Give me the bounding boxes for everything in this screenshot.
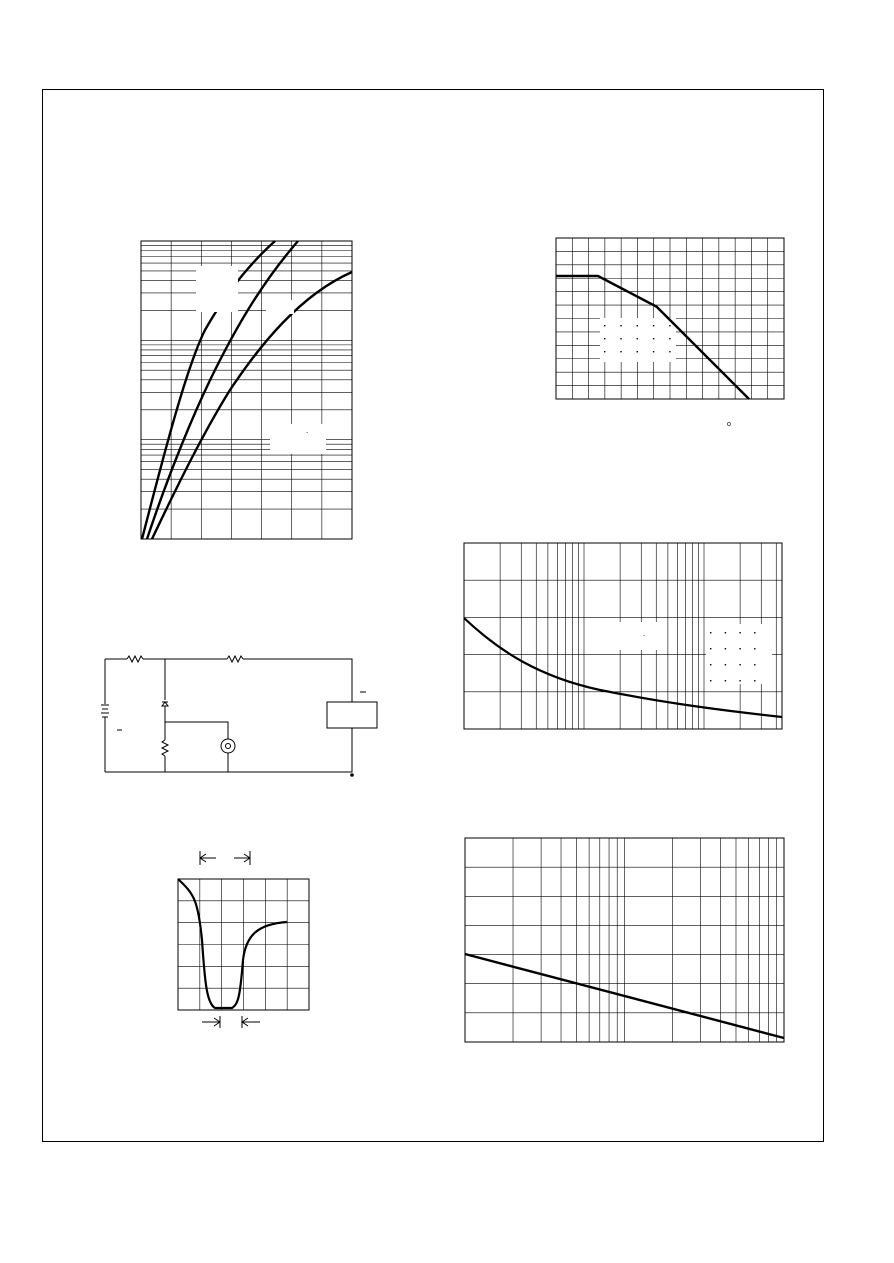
fig5-top-right-arrow — [234, 851, 250, 865]
fig2-dot — [637, 325, 638, 326]
fig4-dot — [754, 632, 755, 633]
fig4-dot — [739, 648, 740, 649]
fig2-degree-mark: o — [727, 421, 731, 428]
fig5-waveform-curve — [178, 879, 287, 1008]
fig4-label-patch — [615, 622, 665, 650]
fig4-dot — [710, 664, 711, 665]
fig4-dot — [725, 680, 726, 681]
fig4-dot — [754, 680, 755, 681]
fig3-load-box — [327, 702, 377, 728]
fig3-wire — [165, 722, 228, 739]
fig4-dot — [710, 648, 711, 649]
fig2-dot — [653, 351, 654, 352]
fig3-battery — [101, 705, 109, 717]
fig3-wire — [243, 659, 352, 702]
fig2-dot — [604, 325, 605, 326]
fig2-dot — [669, 325, 670, 326]
fig2-dot — [669, 338, 670, 339]
fig2-dot — [637, 338, 638, 339]
fig6-grid — [465, 838, 784, 1042]
fig4-dot — [710, 680, 711, 681]
fig2-label-patch — [600, 318, 676, 362]
fig6-log-chart — [465, 838, 784, 1042]
fig3-resistor-r2 — [227, 656, 243, 662]
fig4-dot — [739, 680, 740, 681]
fig1-label-patch — [196, 266, 238, 312]
fig1-legend-patch — [270, 424, 326, 454]
fig4-dot — [710, 632, 711, 633]
fig2-dot — [669, 351, 670, 352]
fig3-scope-symbol — [221, 739, 235, 753]
fig2-dot — [620, 351, 621, 352]
fig5-grid — [178, 879, 309, 1010]
fig5-bottom-right-arrow — [242, 1016, 260, 1028]
fig1-forward-current-chart — [141, 241, 352, 539]
fig5-pulse-waveform — [178, 851, 309, 1028]
fig4-dot — [739, 664, 740, 665]
fig2-dot — [620, 325, 621, 326]
fig4-dot-mark: . — [643, 629, 646, 638]
fig4-capacitance-chart — [464, 543, 782, 729]
fig4-dot — [739, 632, 740, 633]
fig2-dot — [620, 338, 621, 339]
fig4-dot — [725, 632, 726, 633]
fig3-scope-inner — [226, 744, 231, 749]
fig1-curves — [142, 241, 352, 539]
fig3-resistor-r1 — [127, 656, 143, 662]
fig2-dot — [653, 338, 654, 339]
fig3-terminal — [351, 774, 354, 777]
fig2-derating-chart — [556, 238, 784, 428]
fig4-dot — [754, 664, 755, 665]
fig3-diode — [162, 702, 168, 706]
fig1-dot-mark: . — [306, 426, 309, 435]
fig2-dot — [653, 325, 654, 326]
fig3-test-circuit — [101, 656, 377, 776]
fig3-resistor-r3 — [162, 740, 168, 756]
fig5-bottom-left-arrow — [202, 1016, 220, 1028]
fig2-dot — [604, 351, 605, 352]
fig4-dot — [725, 648, 726, 649]
fig4-dot — [725, 664, 726, 665]
fig2-dot — [604, 338, 605, 339]
fig4-dot — [754, 648, 755, 649]
fig5-top-left-arrow — [200, 851, 216, 865]
fig2-dot — [637, 351, 638, 352]
fig4-legend-patch — [706, 624, 772, 684]
fig1-label-patch — [266, 300, 294, 314]
